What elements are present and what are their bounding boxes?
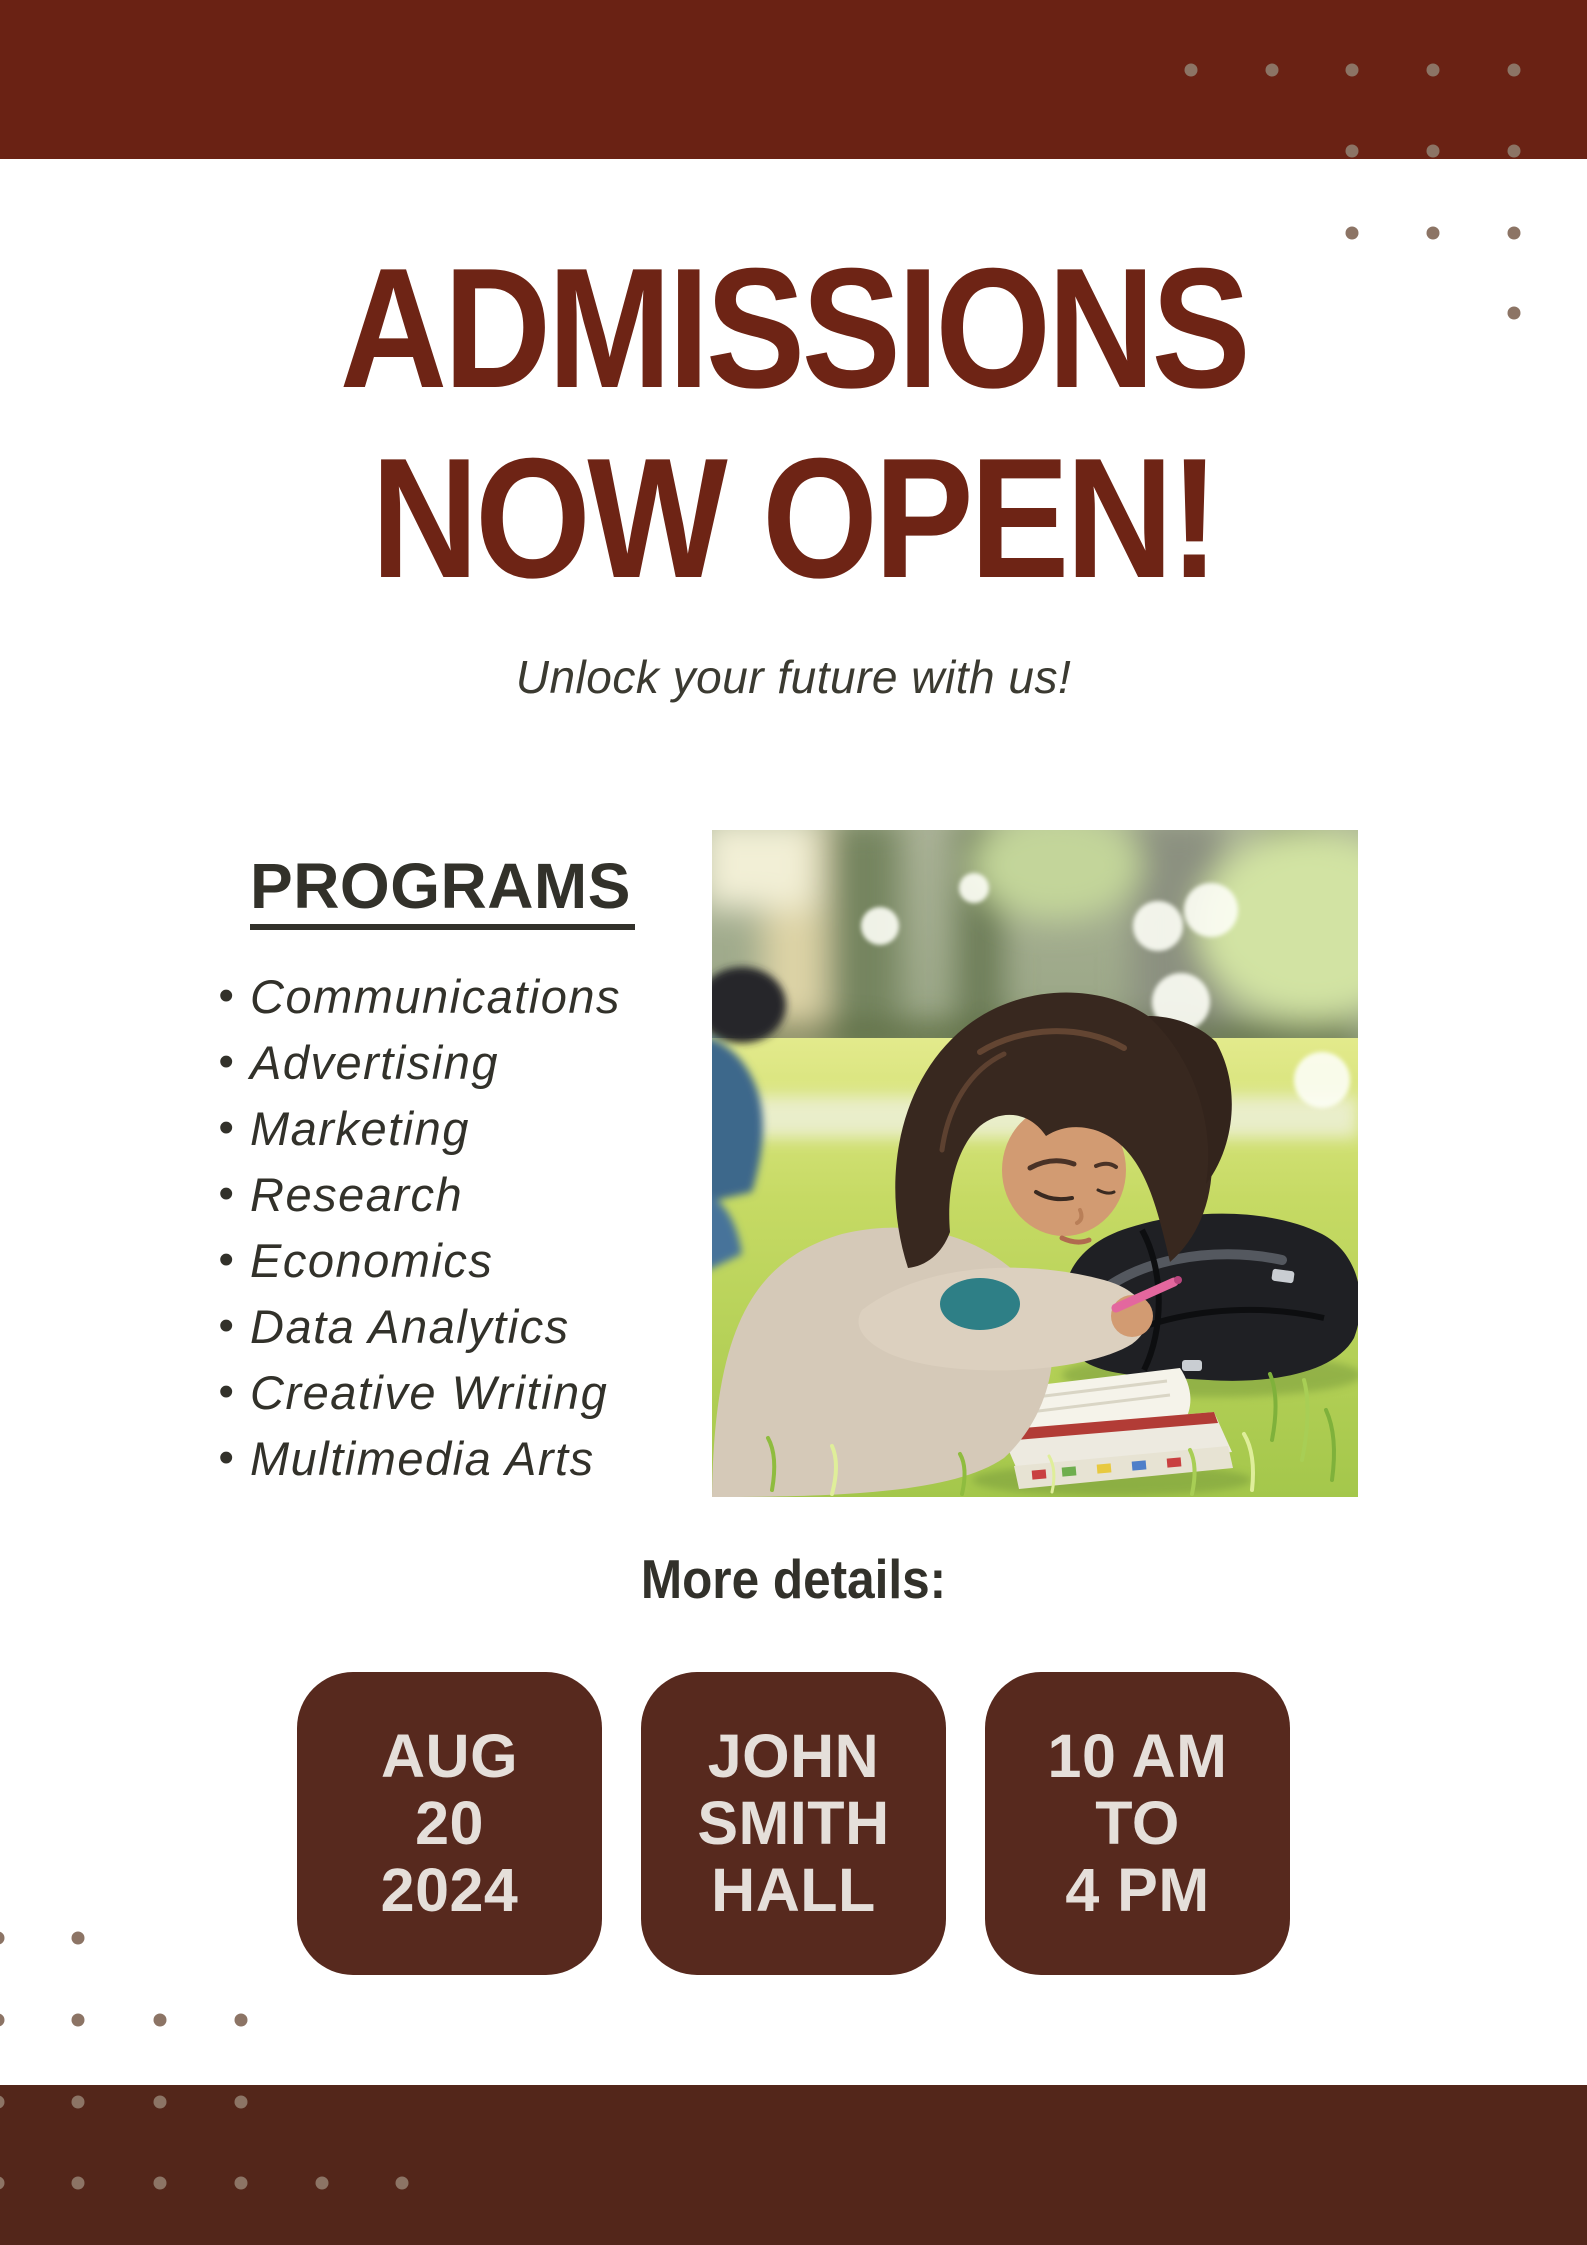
bullet-icon: • xyxy=(218,1037,236,1086)
campus-photo-illustration xyxy=(712,830,1358,1497)
program-label: Multimedia Arts xyxy=(250,1431,595,1485)
program-item xyxy=(216,1029,730,1095)
program-item xyxy=(216,1161,730,1227)
bullet-icon: • xyxy=(218,1367,236,1416)
program-item xyxy=(216,1227,730,1293)
program-item xyxy=(216,1095,730,1161)
bullet-icon: • xyxy=(218,1301,236,1350)
poster-title xyxy=(0,234,1587,614)
card-line: 2024 xyxy=(380,1856,519,1924)
time-card xyxy=(985,1672,1290,1975)
card-line: TO xyxy=(1095,1789,1180,1857)
card-line: 10 AM xyxy=(1047,1722,1228,1790)
card-line: 4 PM xyxy=(1065,1856,1210,1924)
bottom-band xyxy=(0,2085,1587,2245)
more-details-label: More details: xyxy=(640,1548,947,1610)
bullet-icon: • xyxy=(218,971,236,1020)
program-label: Data Analytics xyxy=(250,1299,570,1353)
bullet-icon: • xyxy=(218,1433,236,1482)
bullet-icon: • xyxy=(218,1169,236,1218)
program-label: Research xyxy=(250,1167,464,1221)
title-line-1: ADMISSIONS xyxy=(339,233,1248,424)
top-banner xyxy=(0,0,1587,159)
campus-photo xyxy=(712,830,1358,1497)
tagline: Unlock your future with us! xyxy=(515,651,1072,703)
program-label: Economics xyxy=(250,1233,494,1287)
programs-section xyxy=(218,848,730,1491)
bullet-icon: • xyxy=(218,1103,236,1152)
program-item xyxy=(216,1425,730,1491)
card-line: JOHN xyxy=(707,1722,880,1790)
card-line: SMITH xyxy=(697,1789,890,1857)
program-label: Advertising xyxy=(250,1035,499,1089)
program-label: Marketing xyxy=(250,1101,470,1155)
programs-heading: PROGRAMS xyxy=(250,848,635,930)
bullet-icon: • xyxy=(218,1235,236,1284)
program-item xyxy=(216,1293,730,1359)
title-line-2: NOW OPEN! xyxy=(371,423,1216,614)
detail-cards xyxy=(0,1672,1587,1975)
program-item xyxy=(216,1359,730,1425)
venue-card xyxy=(641,1672,946,1975)
card-line: 20 xyxy=(415,1789,484,1857)
card-line: HALL xyxy=(711,1856,876,1924)
card-line: AUG xyxy=(380,1722,519,1790)
program-item xyxy=(216,963,730,1029)
program-label: Communications xyxy=(250,969,622,1023)
programs-list xyxy=(216,963,730,1491)
date-card xyxy=(297,1672,602,1975)
program-label: Creative Writing xyxy=(250,1365,609,1419)
